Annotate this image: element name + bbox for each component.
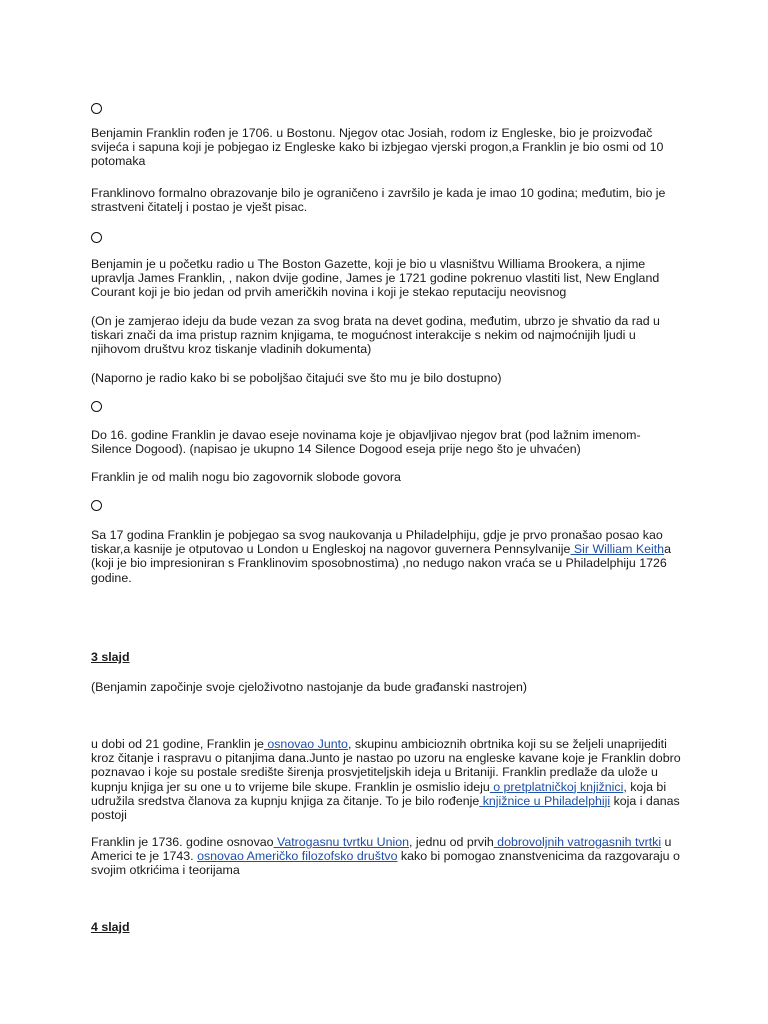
text-span: a (koji je bio impresioniran s Franklinovim sposobnostima) ,no nedugo nakon vraća se u Philadelphiju 1726 godine. — [91, 542, 671, 585]
text-span: , skupinu ambicioznih obrtnika koji su se željeli unaprijediti kroz čitanje i raspravu o pitanjima dana.Junto je nastao po uzoru na engleske kavane koje je Franklin dobro poznavao i koje su postale središte širenja prosvjetiteljskih ideja u Britaniji. Franklin predlaže da ulože u kupnju knjiga jer su one u to vrijeme bile skupe. Franklin je osmislio ideju — [91, 737, 681, 794]
paragraph — [91, 528, 681, 585]
text-span: , jednu od prvih — [409, 835, 494, 849]
text-span: Franklin je 1736. godine osnovao — [91, 835, 274, 849]
slide-3-heading: 3 slajd — [91, 650, 130, 664]
link-vatrogasna-tvrtka-union[interactable]: Vatrogasnu tvrtku Union — [273, 835, 409, 849]
paragraph: Franklinovo formalno obrazovanje bilo je ograničeno i završilo je kada je imao 10 godina; međutim, bio je strastveni čitatelj i postao je vješt pisac. — [91, 186, 666, 215]
link-pretplatnicka-knjiznica[interactable]: o pretplatničkoj knjižnici — [489, 779, 624, 794]
paragraph: Do 16. godine Franklin je davao eseje novinama koje je objavljivao njegov brat (pod lažnim imenom- Silence Dogood). (napisao je ukupno 14 Silence Dogood eseja prije nego što je uhvaćen) — [91, 428, 641, 457]
circle-bullet-icon — [91, 401, 102, 412]
text-span: , koja bi udružila sredstva članova za kupnju knjiga za čitanje. To je bilo rođenje — [91, 779, 667, 808]
paragraph: Benjamin Franklin rođen je 1706. u Bostonu. Njegov otac Josiah, rodom iz Engleske, bio je proizvođač svijeća i sapuna koji je pobjegao iz Engleske kako bi izbjegao vjerski progon,a Franklin je bio osmi od 10 potomaka — [91, 126, 664, 169]
slide-4-heading: 4 slajd — [91, 920, 130, 934]
paragraph: (Benjamin započinje svoje cjeloživotno nastojanje da bude građanski nastrojen) — [91, 680, 528, 694]
link-osnovao-junto[interactable]: osnovao Junto — [263, 737, 348, 751]
paragraph: (On je zamjerao ideju da bude vezan za svog brata na devet godina, međutim, ubrzo je shvatio da rad u tiskari znači da ima pristup raznim knjigama, te mogućnost interakcije s nekim od najmoćnijih ljudi u njihovom društvu kroz tiskanje vladinih dokumenta) — [91, 314, 660, 357]
circle-bullet-icon — [91, 500, 102, 511]
text-span: u Americi te je 1743. — [91, 835, 672, 864]
paragraph: Benjamin je u početku radio u The Boston Gazette, koji je bio u vlasništvu Williama Brookera, a njime upravlja James Franklin, , nakon dvije godine, James je 1721 godine pokrenuo vlastiti list, New England Courant koji je bio jedan od prvih američkih novina i koji je stekao reputaciju neovisnog — [91, 257, 660, 300]
paragraph: (Naporno je radio kako bi se poboljšao čitajući sve što mu je bilo dostupno) — [91, 371, 502, 385]
text-span: kako bi pomogao znanstvenicima da razgovaraju o svojim otkrićima i teorijama — [91, 849, 680, 878]
text-span: u dobi od 21 godine, Franklin je — [91, 737, 264, 751]
paragraph — [91, 835, 681, 878]
link-dobrovoljne-vatrogasne-tvrtke[interactable]: dobrovoljnih vatrogasnih tvrtki — [493, 835, 662, 849]
text-span: koja i danas postoji — [91, 793, 680, 823]
paragraph: Franklin je od malih nogu bio zagovornik slobode govora — [91, 470, 401, 484]
paragraph — [91, 737, 681, 822]
circle-bullet-icon — [91, 232, 102, 243]
link-americko-filozofsko-drustvo[interactable]: osnovao Američko filozofsko društvo — [197, 849, 398, 864]
text-span: Sa 17 godina Franklin je pobjegao sa svog naukovanja u Philadelphiju, gdje je prvo pronašao posao kao tiskar,a kasnije je otputovao u London u Engleskoj na nagovor guvernera Pennsylvanije — [91, 528, 663, 557]
link-sir-william-keith[interactable]: Sir William Keith — [570, 542, 665, 557]
circle-bullet-icon — [91, 103, 102, 114]
link-knjiznica-philadelphia[interactable]: knjižnice u Philadelphiji — [479, 793, 611, 808]
